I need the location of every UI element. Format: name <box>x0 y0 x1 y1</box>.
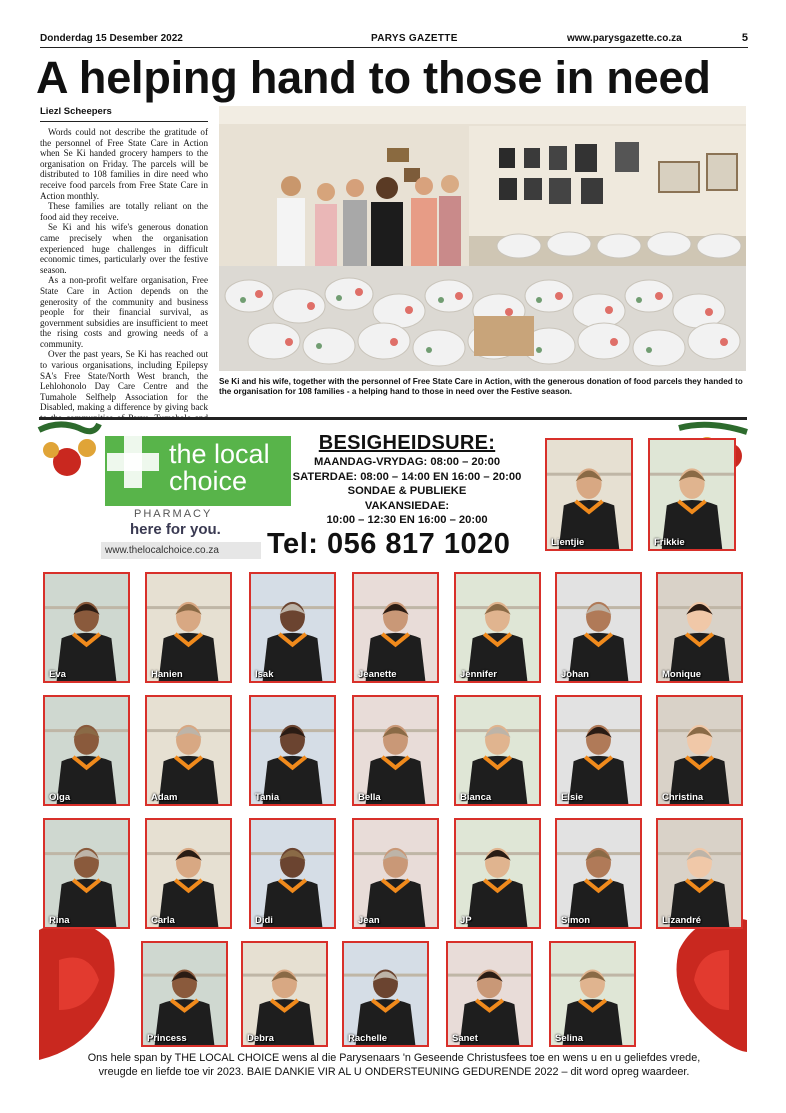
staff-portrait <box>243 943 326 1045</box>
staff-name: Hanien <box>151 669 183 680</box>
staff-name: Carla <box>151 915 175 926</box>
staff-name: JP <box>460 915 472 926</box>
staff-photo <box>249 572 336 683</box>
business-hours <box>287 432 527 528</box>
staff-photo <box>545 438 633 551</box>
staff-name: Christina <box>662 792 704 803</box>
hours-line: MAANDAG-VRYDAG: 08:00 – 20:00 <box>313 456 501 468</box>
staff-photo <box>342 941 429 1047</box>
donation-photo <box>219 106 746 371</box>
staff-portrait <box>45 574 128 681</box>
advert-inner <box>39 420 747 1084</box>
staff-photo <box>352 695 439 806</box>
staff-portrait <box>456 697 539 804</box>
advert-footer-message: Ons hele span by THE LOCAL CHOICE wens al die Parysenaars 'n Geseende Christusfees toe en wens u en u geliefdes vrede, vreugde en liefde toe vir 2023. BAIE DANKIE VIR AL U ONDERSTEUNING GEDURENDE 2022 – dit word opreg waardeer. <box>87 1052 701 1078</box>
staff-portrait <box>658 697 741 804</box>
staff-name: Bianca <box>460 792 492 803</box>
staff-portrait <box>45 820 128 927</box>
byline: Liezl Scheepers <box>40 106 208 122</box>
staff-portrait <box>354 820 437 927</box>
hours-title: BESIGHEIDSURE: <box>318 432 496 454</box>
page-number: 5 <box>741 32 748 44</box>
local-choice-advert <box>39 417 747 1081</box>
header-rule <box>40 47 748 48</box>
staff-photo <box>555 695 642 806</box>
staff-portrait <box>147 820 230 927</box>
staff-name: Simon <box>561 915 591 926</box>
staff-portrait <box>557 697 640 804</box>
staff-portrait <box>658 820 741 927</box>
article-paragraph: Words could not describe the gratitude of the personnel of Free State Care in Action when Se Ki handed grocery hampers to the organisation on Friday. The parcels will be distributed to 108 families in dire need who receive food parcels from Free State Care in Action monthly. <box>40 127 208 201</box>
staff-portrait <box>658 574 741 681</box>
staff-name: Debra <box>247 1033 274 1044</box>
staff-portrait <box>456 820 539 927</box>
staff-name: Tania <box>255 792 280 803</box>
staff-name: Isak <box>255 669 274 680</box>
staff-name: Sanet <box>452 1033 478 1044</box>
staff-name: Lizandré <box>662 915 702 926</box>
staff-portrait <box>551 943 634 1045</box>
staff-portrait <box>456 574 539 681</box>
staff-photo <box>549 941 636 1047</box>
headline: A helping hand to those in need <box>36 52 711 103</box>
brand-logo-text <box>169 441 270 495</box>
staff-name: Johan <box>561 669 589 680</box>
staff-photo <box>555 572 642 683</box>
phone-number[interactable]: Tel: 056 817 1020 <box>267 528 511 560</box>
brand-line-1: the local <box>169 439 270 469</box>
article-paragraph: These families are totally reliant on the food aid they receive. <box>40 201 208 222</box>
advert-website[interactable]: www.thelocalchoice.co.za <box>101 542 261 559</box>
staff-portrait <box>251 820 334 927</box>
staff-photo <box>454 572 541 683</box>
staff-name: Lientjie <box>551 537 585 548</box>
staff-portrait <box>147 574 230 681</box>
staff-name: Rina <box>49 915 70 926</box>
staff-portrait <box>354 697 437 804</box>
staff-photo <box>352 818 439 929</box>
staff-name: Jean <box>358 915 380 926</box>
staff-photo <box>43 818 130 929</box>
staff-portrait <box>650 440 734 549</box>
staff-portrait <box>143 943 226 1045</box>
article-paragraph: Over the past years, Se Ki has reached out to various organisations, including Epilepsy SA's Free State/North West branch, the Lehlohonolo Day Care Centre and the Tumahole Selfhelp Association for the Disabled, making a difference by giving back <box>40 349 208 413</box>
staff-name: Elsie <box>561 792 584 803</box>
article-body <box>40 127 208 413</box>
staff-portrait <box>147 697 230 804</box>
staff-photo <box>648 438 736 551</box>
staff-portrait <box>251 574 334 681</box>
staff-photo <box>145 695 232 806</box>
issue-date: Donderdag 15 Desember 2022 <box>40 33 183 44</box>
staff-portrait <box>547 440 631 549</box>
staff-photo <box>656 818 743 929</box>
brand-line-2: choice <box>169 466 248 496</box>
hours-line: VAKANSIEDAE: <box>364 499 450 512</box>
staff-portrait <box>344 943 427 1045</box>
staff-photo <box>656 695 743 806</box>
staff-photo <box>249 695 336 806</box>
pharmacy-cross-icon-bar <box>107 453 159 471</box>
staff-photo <box>241 941 328 1047</box>
staff-name: Eva <box>49 669 66 680</box>
staff-portrait <box>557 574 640 681</box>
staff-photo <box>145 818 232 929</box>
newspaper-name: PARYS GAZETTE <box>371 33 458 44</box>
staff-portrait <box>354 574 437 681</box>
staff-name: Jennifer <box>460 669 497 680</box>
staff-name: Jeanette <box>358 669 397 680</box>
staff-photo <box>454 818 541 929</box>
page-header <box>40 33 754 47</box>
newspaper-url[interactable]: www.parysgazette.co.za <box>567 33 682 44</box>
staff-name: Selina <box>555 1033 583 1044</box>
staff-name: Rachelle <box>348 1033 388 1044</box>
photo-caption: Se Ki and his wife, together with the personnel of Free State Care in Action, with the generous donation of food parcels they handed to the organisation for 108 families - a helping hand to those in need over the Festive season. <box>219 377 743 397</box>
staff-photo <box>145 572 232 683</box>
staff-photo <box>446 941 533 1047</box>
staff-portrait <box>557 820 640 927</box>
tagline: here for you. <box>130 521 221 538</box>
hours-line: SONDAE & PUBLIEKE <box>347 485 467 498</box>
article-paragraph: As a non-profit welfare organisation, Free State Care in Action depends on the generosity of the community and business people for their financial survival, as government subsidies are insufficient to meet the rising costs and growing needs of a community. <box>40 275 208 349</box>
staff-photo <box>555 818 642 929</box>
pharmacy-label: PHARMACY <box>134 508 213 520</box>
staff-photo <box>656 572 743 683</box>
article-paragraph: Se Ki and his wife's generous donation came precisely when the organisation experienced huge challenges in difficult economic times, particularly over the festive season. <box>40 222 208 275</box>
hours-line: SATERDAE: 08:00 – 14:00 EN 16:00 – 20:00 <box>292 470 522 483</box>
staff-photo <box>43 572 130 683</box>
staff-photo <box>454 695 541 806</box>
staff-photo <box>249 818 336 929</box>
staff-name: Monique <box>662 669 702 680</box>
staff-name: Frikkie <box>654 537 685 548</box>
donation-photo-illustration <box>219 106 746 371</box>
hours-line: 10:00 – 12:30 EN 16:00 – 20:00 <box>326 514 488 527</box>
staff-name: Adam <box>151 792 178 803</box>
staff-portrait <box>251 697 334 804</box>
staff-portrait <box>448 943 531 1045</box>
staff-name: Olga <box>49 792 71 803</box>
staff-photo <box>352 572 439 683</box>
staff-name: Didi <box>255 915 273 926</box>
staff-photo <box>141 941 228 1047</box>
staff-name: Bella <box>358 792 381 803</box>
staff-portrait <box>45 697 128 804</box>
staff-name: Princess <box>147 1033 187 1044</box>
staff-photo <box>43 695 130 806</box>
